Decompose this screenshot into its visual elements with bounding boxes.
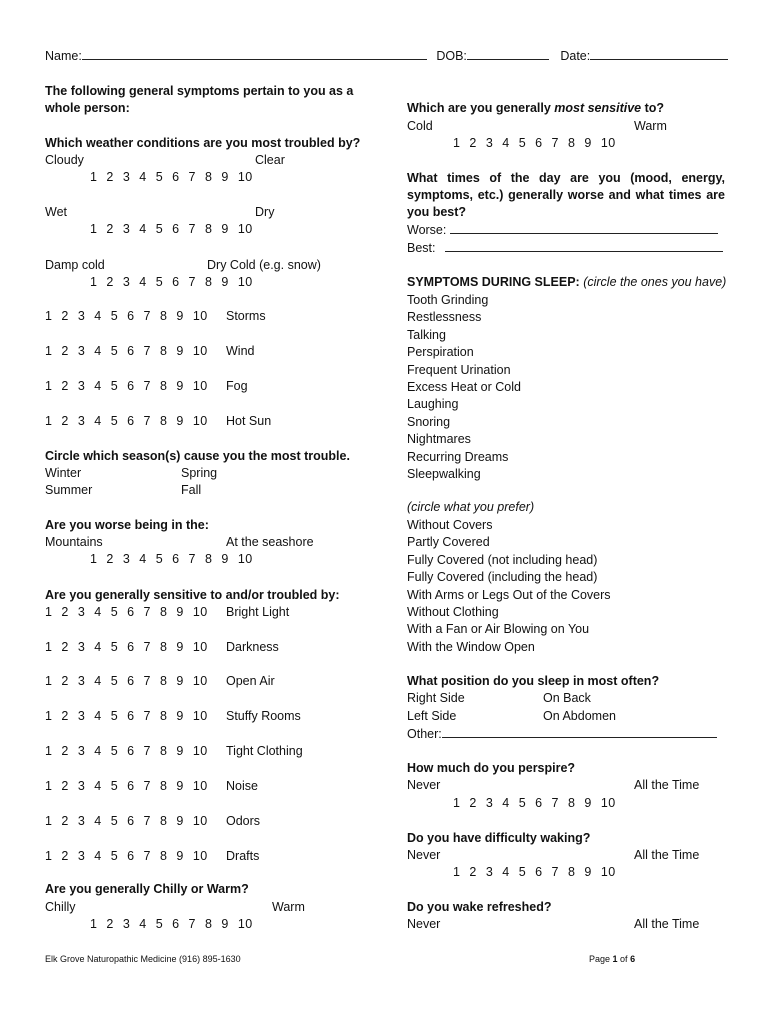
season-question: Circle which season(s) cause you the most trouble. [45, 449, 350, 463]
time-question-3: you best? [407, 205, 467, 219]
warm-label-right: Warm [634, 119, 667, 133]
position-question: What position do you sleep in most often? [407, 674, 660, 688]
list-item[interactable]: Talking [407, 327, 446, 342]
cloudy-label: Cloudy [45, 153, 84, 167]
worse-location-question: Are you worse being in the: [45, 518, 209, 532]
chilly-warm-scale[interactable]: 1 2 3 4 5 6 7 8 9 10 [90, 917, 253, 931]
list-item[interactable]: Tooth Grinding [407, 293, 489, 307]
position-right-side[interactable]: Right Side [407, 691, 465, 705]
list-item[interactable]: Excess Heat or Cold [407, 380, 521, 395]
drafts-scale[interactable]: 1 2 3 4 5 6 7 8 9 10 [45, 849, 208, 863]
cold-warm-scale[interactable]: 1 2 3 4 5 6 7 8 9 10 [453, 136, 616, 150]
worse-field[interactable] [450, 222, 718, 234]
prefer-hint: (circle what you prefer) [407, 500, 535, 514]
open-air-scale[interactable]: 1 2 3 4 5 6 7 8 9 10 [45, 674, 208, 688]
list-item[interactable]: Nightmares [407, 432, 471, 447]
prefer-list [407, 517, 611, 656]
worse-label: Worse: [407, 223, 447, 237]
wet-dry-scale[interactable]: 1 2 3 4 5 6 7 8 9 10 [90, 222, 253, 236]
worse-row [407, 222, 718, 237]
season-winter[interactable]: Winter [45, 466, 82, 480]
open-air-label: Open Air [226, 674, 275, 688]
noise-label: Noise [226, 779, 258, 793]
wind-scale[interactable]: 1 2 3 4 5 6 7 8 9 10 [45, 344, 208, 358]
time-question-2: symptoms, etc.) generally worse and what times are [407, 188, 725, 202]
refreshed-all-time-label: All the Time [634, 917, 700, 931]
list-item[interactable]: With a Fan or Air Blowing on You [407, 622, 590, 637]
date-field[interactable] [590, 48, 728, 60]
chilly-label: Chilly [45, 900, 76, 914]
wet-label: Wet [45, 205, 67, 219]
list-item[interactable]: Restlessness [407, 310, 482, 325]
odors-scale[interactable]: 1 2 3 4 5 6 7 8 9 10 [45, 814, 208, 828]
name-field[interactable] [82, 48, 427, 60]
damp-cold-label: Damp cold [45, 258, 105, 272]
list-item[interactable]: Fully Covered (including the head) [407, 570, 598, 585]
season-fall[interactable]: Fall [181, 483, 202, 497]
dry-label: Dry [255, 205, 275, 219]
darkness-scale[interactable]: 1 2 3 4 5 6 7 8 9 10 [45, 640, 208, 654]
season-spring[interactable]: Spring [181, 466, 218, 480]
weather-question: Which weather conditions are you most troubled by? [45, 136, 361, 150]
drafts-label: Drafts [226, 849, 260, 863]
sleep-symptom-list [407, 292, 521, 483]
sleep-heading: SYMPTOMS DURING SLEEP: (circle the ones you have) [407, 275, 727, 289]
stuffy-rooms-label: Stuffy Rooms [226, 709, 301, 723]
refreshed-question: Do you wake refreshed? [407, 900, 552, 914]
waking-question: Do you have difficulty waking? [407, 831, 591, 845]
sensitive-question: Are you generally sensitive to and/or troubled by: [45, 588, 340, 602]
hot-sun-scale[interactable]: 1 2 3 4 5 6 7 8 9 10 [45, 414, 208, 428]
list-item[interactable]: Partly Covered [407, 535, 490, 550]
list-item[interactable]: Laughing [407, 397, 459, 412]
noise-scale[interactable]: 1 2 3 4 5 6 7 8 9 10 [45, 779, 208, 793]
odors-label: Odors [226, 814, 261, 828]
other-field[interactable] [442, 726, 717, 738]
chilly-warm-question: Are you generally Chilly or Warm? [45, 882, 249, 896]
position-on-back[interactable]: On Back [543, 691, 591, 705]
bright-light-scale[interactable]: 1 2 3 4 5 6 7 8 9 10 [45, 605, 208, 619]
list-item[interactable]: Sleepwalking [407, 467, 481, 482]
perspire-all-time-label: All the Time [634, 778, 700, 792]
position-on-abdomen[interactable]: On Abdomen [543, 709, 616, 723]
tight-clothing-label: Tight Clothing [226, 744, 303, 758]
list-item[interactable]: Frequent Urination [407, 362, 511, 377]
storms-scale[interactable]: 1 2 3 4 5 6 7 8 9 10 [45, 309, 208, 323]
season-summer[interactable]: Summer [45, 483, 93, 497]
perspire-never-label: Never [407, 778, 441, 792]
warm-label: Warm [272, 900, 305, 914]
tight-clothing-scale[interactable]: 1 2 3 4 5 6 7 8 9 10 [45, 744, 208, 758]
best-label: Best: [407, 241, 436, 255]
list-item[interactable]: Perspiration [407, 345, 474, 360]
position-left-side[interactable]: Left Side [407, 709, 457, 723]
time-question-1: What times of the day are you (mood, energy, [407, 171, 725, 185]
perspire-scale[interactable]: 1 2 3 4 5 6 7 8 9 10 [453, 796, 616, 810]
mountains-label: Mountains [45, 535, 103, 549]
seashore-label: At the seashore [226, 535, 314, 549]
other-label: Other: [407, 727, 442, 741]
perspire-question: How much do you perspire? [407, 761, 576, 775]
header-row [45, 48, 728, 63]
name-label: Name: [45, 49, 82, 63]
other-row [407, 726, 717, 741]
footer-page-number: Page 1 of 6 [589, 954, 636, 964]
list-item[interactable]: Snoring [407, 414, 451, 429]
cloudy-clear-scale[interactable]: 1 2 3 4 5 6 7 8 9 10 [90, 170, 253, 184]
list-item[interactable]: With the Window Open [407, 639, 535, 654]
stuffy-rooms-scale[interactable]: 1 2 3 4 5 6 7 8 9 10 [45, 709, 208, 723]
damp-dry-cold-scale[interactable]: 1 2 3 4 5 6 7 8 9 10 [90, 275, 253, 289]
best-row [407, 240, 723, 255]
clear-label: Clear [255, 153, 285, 167]
hot-sun-label: Hot Sun [226, 414, 272, 428]
cold-label: Cold [407, 119, 433, 133]
most-sensitive-question: Which are you generally most sensitive to? [407, 101, 665, 115]
fog-scale[interactable]: 1 2 3 4 5 6 7 8 9 10 [45, 379, 208, 393]
intro-line-1: The following general symptoms pertain to you as a [45, 84, 354, 98]
best-field[interactable] [445, 240, 723, 252]
mountains-seashore-scale[interactable]: 1 2 3 4 5 6 7 8 9 10 [90, 552, 253, 566]
waking-all-time-label: All the Time [634, 848, 700, 862]
footer-clinic: Elk Grove Naturopathic Medicine (916) 895-1630 [45, 954, 241, 964]
waking-scale[interactable]: 1 2 3 4 5 6 7 8 9 10 [453, 865, 616, 879]
fog-label: Fog [226, 379, 248, 393]
dry-cold-label: Dry Cold (e.g. snow) [207, 258, 321, 272]
list-item[interactable]: Fully Covered (not including head) [407, 552, 598, 567]
list-item[interactable]: Without Clothing [407, 605, 499, 620]
waking-never-label: Never [407, 848, 441, 862]
intro-line-2: whole person: [45, 101, 130, 115]
date-label: Date: [560, 49, 591, 63]
dob-label: DOB: [436, 49, 467, 63]
list-item[interactable]: With Arms or Legs Out of the Covers [407, 587, 611, 602]
wind-label: Wind [226, 344, 255, 358]
darkness-label: Darkness [226, 640, 279, 654]
refreshed-never-label: Never [407, 917, 441, 931]
list-item[interactable]: Recurring Dreams [407, 449, 509, 464]
list-item[interactable]: Without Covers [407, 518, 493, 532]
dob-field[interactable] [467, 48, 549, 60]
bright-light-label: Bright Light [226, 605, 290, 619]
storms-label: Storms [226, 309, 266, 323]
